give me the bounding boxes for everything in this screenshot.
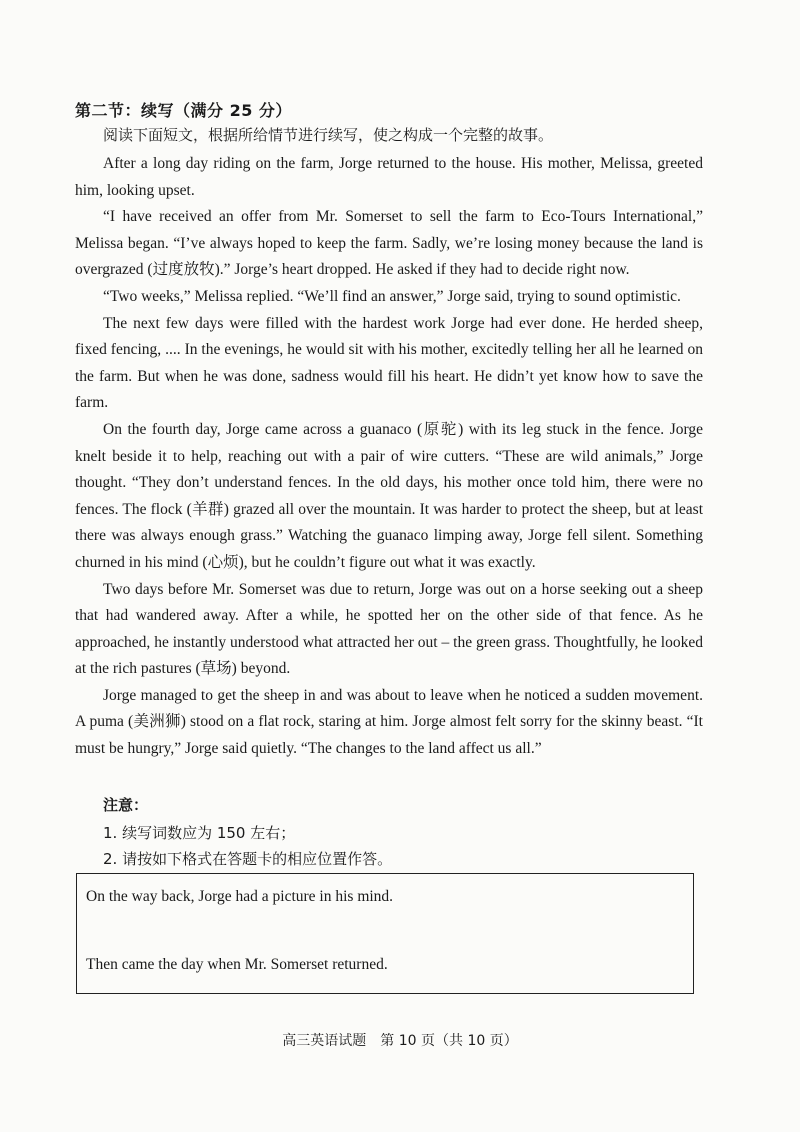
story-paragraph: The next few days were filled with the hardest work Jorge had ever done. He herded sheep, fixed fencing, .... In the evenings, he would sit with his mother, excitedly telling her all he learned on the farm. But when he was done, sadness would fill his heart. He didn’t yet know how to save the farm.: [75, 314, 703, 412]
story-paragraph: After a long day riding on the farm, Jorge returned to the house. His mother, Melissa, greeted him, looking upset.: [75, 155, 703, 199]
note-item-format: 2. 请按如下格式在答题卡的相应位置作答。: [103, 850, 393, 868]
instruction-text: 阅读下面短文，根据所给情节进行续写，使之构成一个完整的故事。: [103, 126, 554, 144]
story-paragraph: On the fourth day, Jorge came across a guanaco (原驼) with its leg stuck in the fence. Jorge knelt beside it to help, reaching out with a pair of wire cutters. “These are wild animals,” Jorge thought. “They don’t understand fences. In the old days, his mother once told him, there were no fences. The flock (羊群) grazed all over the mountain. It was harder to protect the sheep, but at least there was always enough grass.” Watching the guanaco limping away, Jorge fell silent. Something churned in his mind (心烦), but he couldn’t figure out what it was exactly.: [75, 420, 703, 571]
page-footer: 高三英语试题 第 10 页（共 10 页）: [282, 1033, 518, 1049]
story-paragraph: “I have received an offer from Mr. Somerset to sell the farm to Eco-Tours International,” Melissa began. “I’ve always hoped to keep the farm. Sadly, we’re losing money because the land is overgrazed (过度放牧).” Jorge’s heart dropped. He asked if they had to decide right now.: [75, 208, 703, 279]
answer-box-second-line: Then came the day when Mr. Somerset returned.: [86, 956, 388, 973]
section-title: 第二节：续写（满分 25 分）: [75, 101, 292, 120]
story-paragraph: Two days before Mr. Somerset was due to return, Jorge was out on a horse seeking out a sheep that had wandered away. After a while, he spotted her on the other side of that fence. As he approached, he instantly understood what attracted her out – the green grass. Thoughtfully, he looked at the rich pastures (草场) beyond.: [75, 580, 703, 678]
story-text: [75, 151, 703, 763]
answer-box-opening-line: On the way back, Jorge had a picture in his mind.: [86, 888, 394, 905]
story-paragraph: Jorge managed to get the sheep in and was about to leave when he noticed a sudden movement. A puma (美洲狮) stood on a flat rock, staring at him. Jorge almost felt sorry for the skinny beast. “It must be hungry,” Jorge said quietly. “The changes to the land affect us all.”: [75, 686, 703, 758]
answer-box: [76, 873, 694, 994]
story-paragraph: “Two weeks,” Melissa replied. “We’ll find an answer,” Jorge said, trying to sound optimistic.: [103, 287, 681, 305]
notes-title: 注意：: [103, 796, 149, 814]
note-item-word-count: 1. 续写词数应为 150 左右；: [103, 824, 296, 842]
